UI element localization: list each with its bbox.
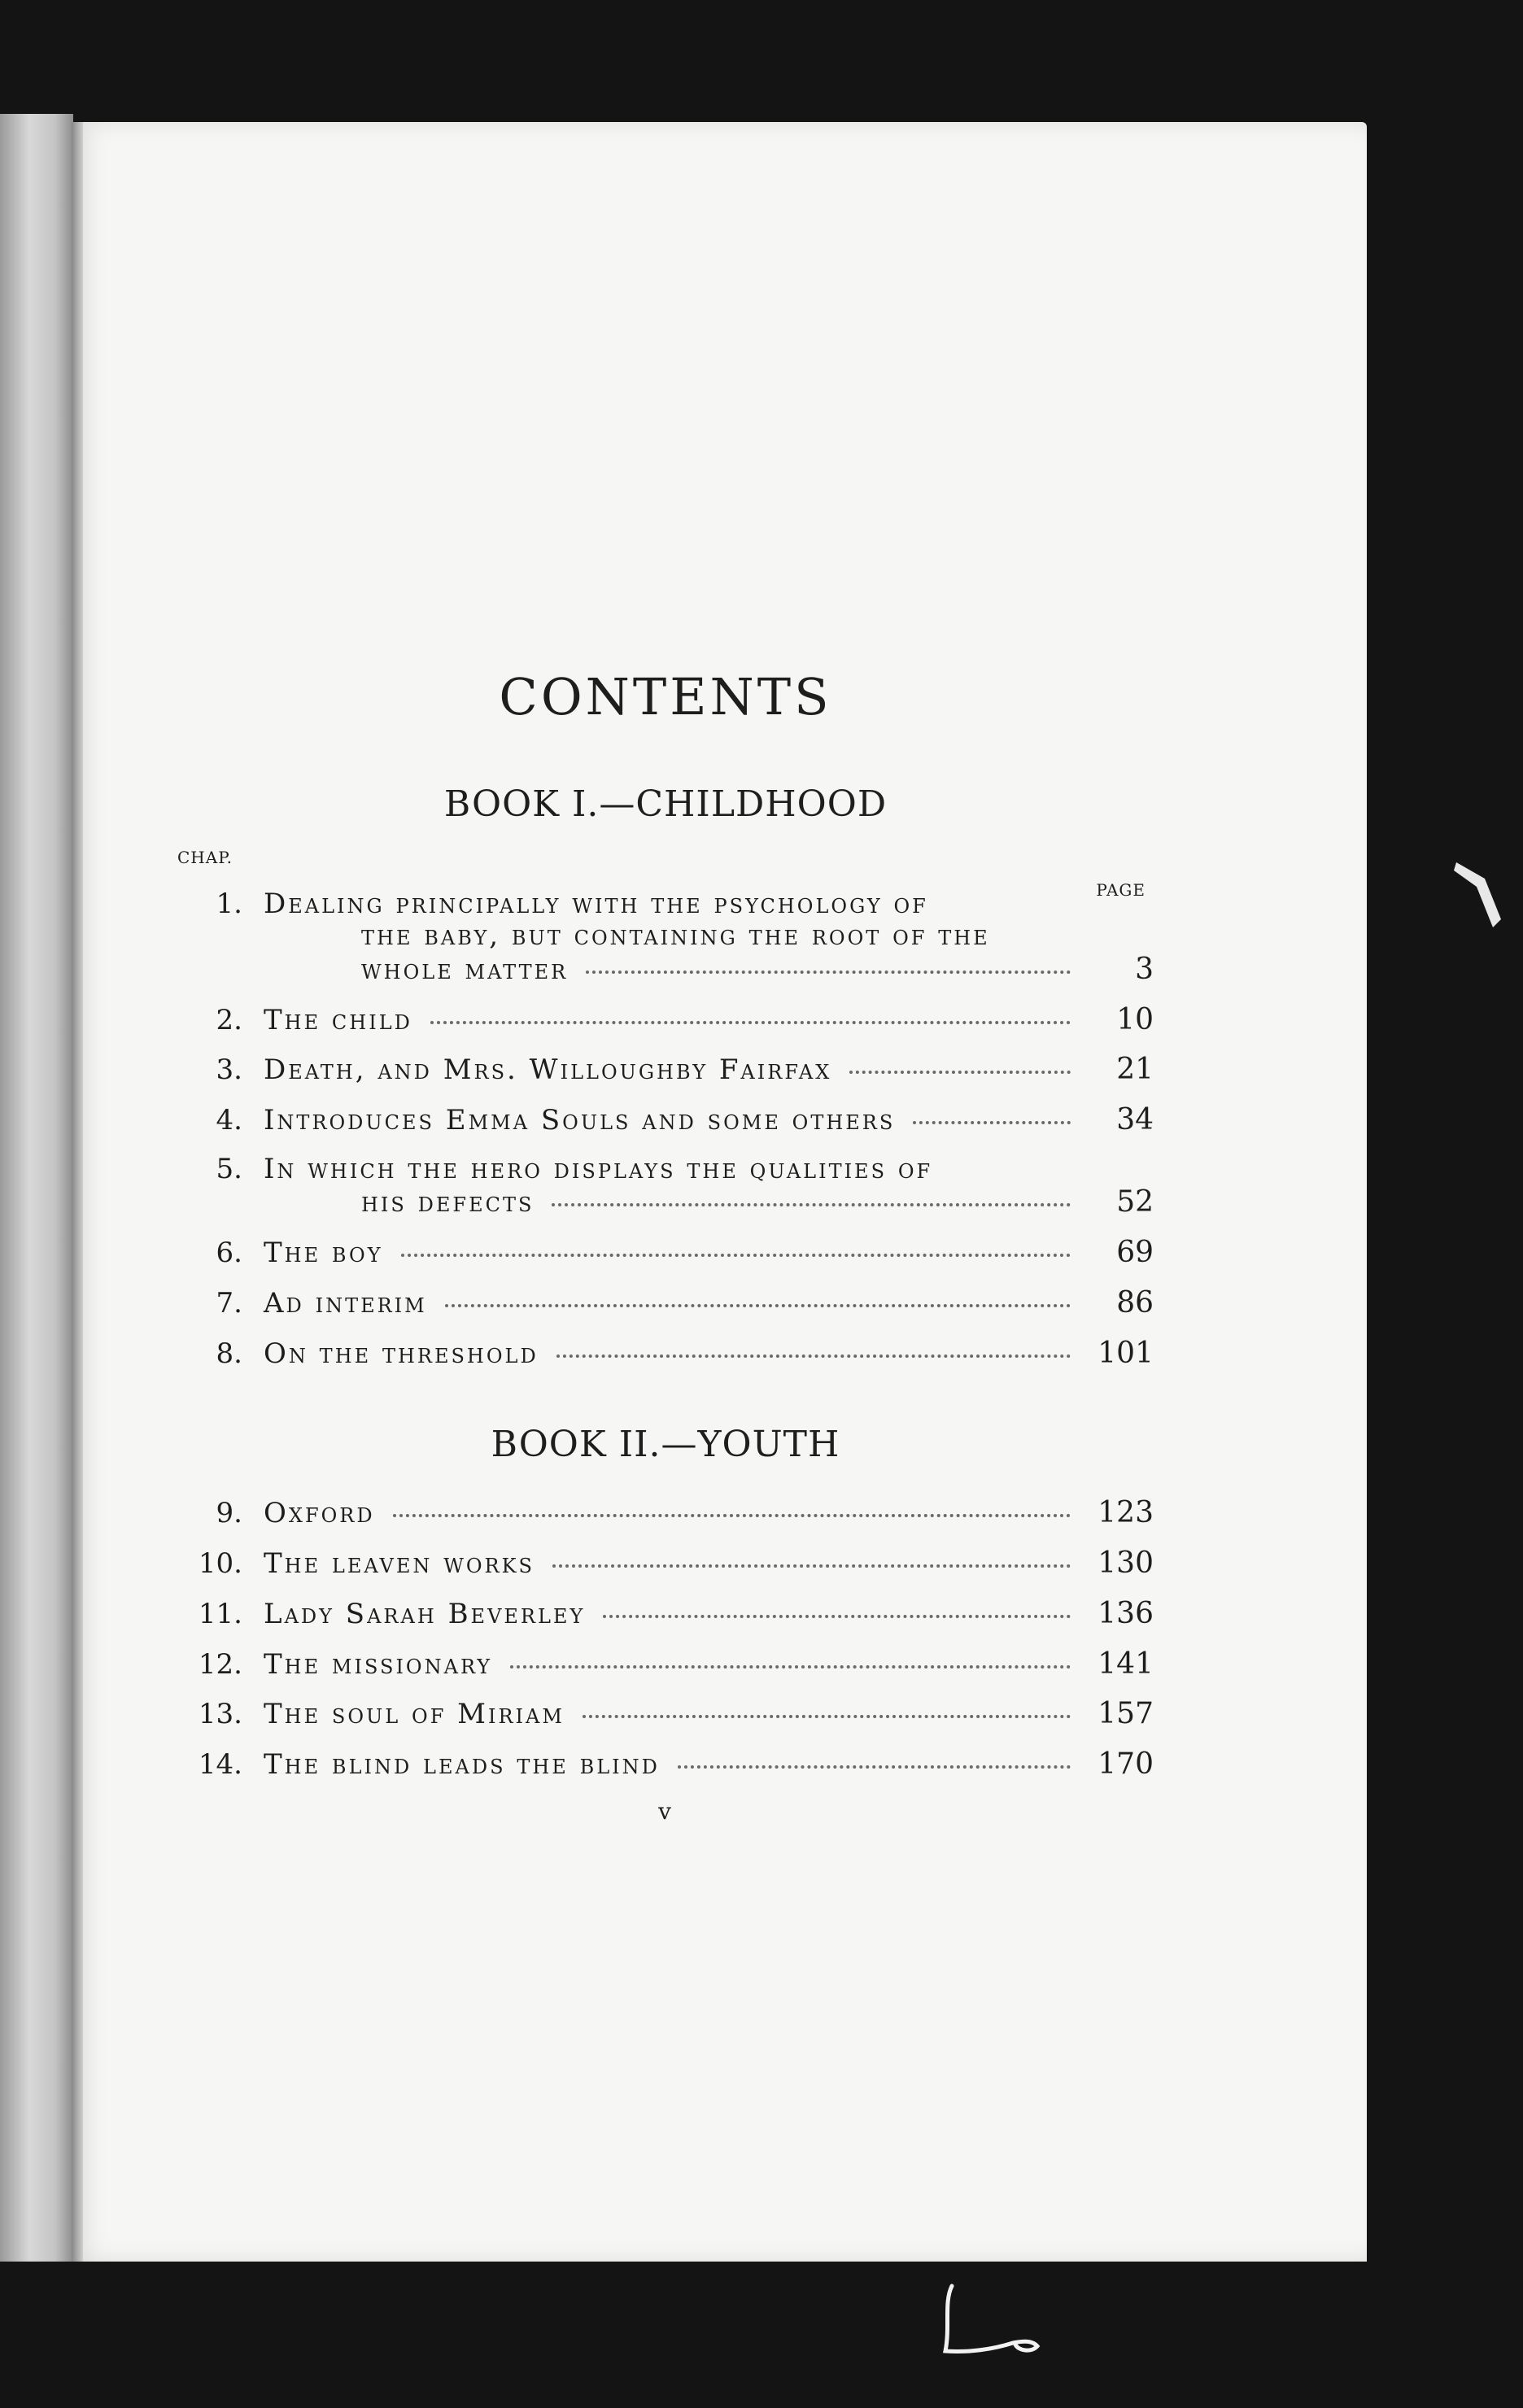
dot-leader — [586, 971, 1071, 974]
chapter-title: The child — [264, 1003, 412, 1036]
dot-leader — [913, 1121, 1071, 1124]
chapter-page-number: 136 — [1098, 1596, 1154, 1630]
chapter-title: Oxford — [264, 1497, 375, 1530]
chapter-page-number: 52 — [1116, 1185, 1154, 1219]
chapter-title: In which the hero displays the qualities of — [264, 1152, 933, 1185]
chapter-number: 2. — [216, 1003, 242, 1036]
chapter-title: On the threshold — [264, 1337, 539, 1370]
paper-scrap-mark — [1452, 854, 1509, 936]
chapter-number: 3. — [216, 1054, 242, 1087]
dot-leader — [430, 1021, 1071, 1024]
toc-entry — [153, 1278, 1178, 1328]
chapter-number: 10. — [198, 1547, 242, 1581]
toc-entry — [153, 1689, 1178, 1739]
chapter-number: 13. — [198, 1698, 242, 1731]
chapter-title: The missionary — [264, 1647, 493, 1681]
chapter-number: 1. — [216, 888, 242, 920]
toc-entry — [153, 1145, 1178, 1228]
chapter-title: whole matter — [361, 953, 569, 986]
dot-leader — [552, 1564, 1071, 1568]
chapter-number: 5. — [216, 1152, 242, 1185]
chapter-number: 9. — [216, 1497, 242, 1530]
toc-entry — [153, 1228, 1178, 1278]
chapter-title: his defects — [361, 1186, 535, 1219]
chapter-page-number: 69 — [1116, 1236, 1154, 1270]
toc-entry — [153, 1488, 1178, 1538]
dot-leader — [401, 1254, 1071, 1257]
dot-leader — [510, 1665, 1071, 1669]
dot-leader — [678, 1765, 1071, 1769]
dot-leader — [445, 1304, 1071, 1307]
chapter-title: Lady Sarah Beverley — [264, 1597, 586, 1630]
dot-leader — [849, 1071, 1071, 1074]
column-headings — [153, 848, 1178, 900]
toc-entry — [153, 1639, 1178, 1690]
chapter-page-number: 34 — [1116, 1103, 1154, 1137]
chapter-title: The boy — [264, 1237, 383, 1270]
chapter-number: 8. — [216, 1337, 242, 1370]
toc-entry — [153, 1589, 1178, 1639]
page-gutter — [72, 122, 83, 2262]
book-two-section — [153, 1424, 1178, 1790]
chapter-title: The leaven works — [264, 1547, 535, 1581]
dot-leader — [552, 1203, 1071, 1206]
book-two-heading: BOOK II.—YOUTH — [491, 1424, 840, 1466]
chap-column-label: CHAP. — [177, 848, 233, 867]
chapter-number: 12. — [198, 1647, 242, 1681]
chapter-page-number: 3 — [1135, 952, 1154, 986]
toc-entry — [153, 1045, 1178, 1095]
page-column-label: PAGE — [1096, 880, 1146, 900]
handwritten-shelf-mark — [936, 2278, 1058, 2367]
chapter-number: 6. — [216, 1237, 242, 1270]
chapter-number: 4. — [216, 1104, 242, 1137]
chapter-number: 7. — [216, 1286, 242, 1320]
dot-leader — [583, 1715, 1071, 1718]
chapter-title: Introduces Emma Souls and some others — [264, 1104, 896, 1137]
toc-entry — [153, 1328, 1178, 1379]
chapter-page-number: 130 — [1098, 1546, 1154, 1581]
chapter-page-number: 10 — [1116, 1002, 1154, 1036]
chapter-page-number: 21 — [1116, 1053, 1154, 1087]
toc-entry — [153, 995, 1178, 1045]
contents-title: CONTENTS — [499, 667, 832, 726]
chapter-title: Dealing principally with the psychology of — [264, 888, 928, 920]
chapter-page-number: 170 — [1098, 1747, 1154, 1782]
book-one-chapter-list — [153, 880, 1178, 1378]
chapter-title: The blind leads the blind — [264, 1748, 660, 1782]
dot-leader — [556, 1354, 1071, 1358]
toc-entry — [153, 1538, 1178, 1589]
toc-entry — [153, 880, 1178, 995]
chapter-title: The soul of Miriam — [264, 1698, 565, 1731]
chapter-title: Ad interim — [264, 1286, 427, 1320]
chapter-title: Death, and Mrs. Willoughby Fairfax — [264, 1054, 832, 1087]
chapter-title: the baby, but containing the root of the — [361, 919, 990, 953]
dot-leader — [603, 1615, 1071, 1618]
toc-entry — [153, 1095, 1178, 1145]
toc-entry — [153, 1739, 1178, 1790]
page-folio: v — [658, 1797, 673, 1825]
book-one-section — [153, 783, 1178, 1378]
book-page — [72, 122, 1367, 2262]
contents-block — [153, 667, 1178, 1825]
chapter-page-number: 157 — [1098, 1697, 1154, 1731]
chapter-page-number: 123 — [1098, 1496, 1154, 1530]
book-two-chapter-list — [153, 1488, 1178, 1790]
chapter-page-number: 86 — [1116, 1285, 1154, 1320]
book-one-heading: BOOK I.—CHILDHOOD — [443, 783, 888, 825]
chapter-page-number: 101 — [1098, 1336, 1154, 1370]
left-page-edge — [0, 114, 73, 2262]
chapter-number: 11. — [198, 1597, 242, 1630]
dot-leader — [393, 1514, 1071, 1517]
chapter-page-number: 141 — [1098, 1647, 1154, 1681]
chapter-number: 14. — [198, 1748, 242, 1782]
